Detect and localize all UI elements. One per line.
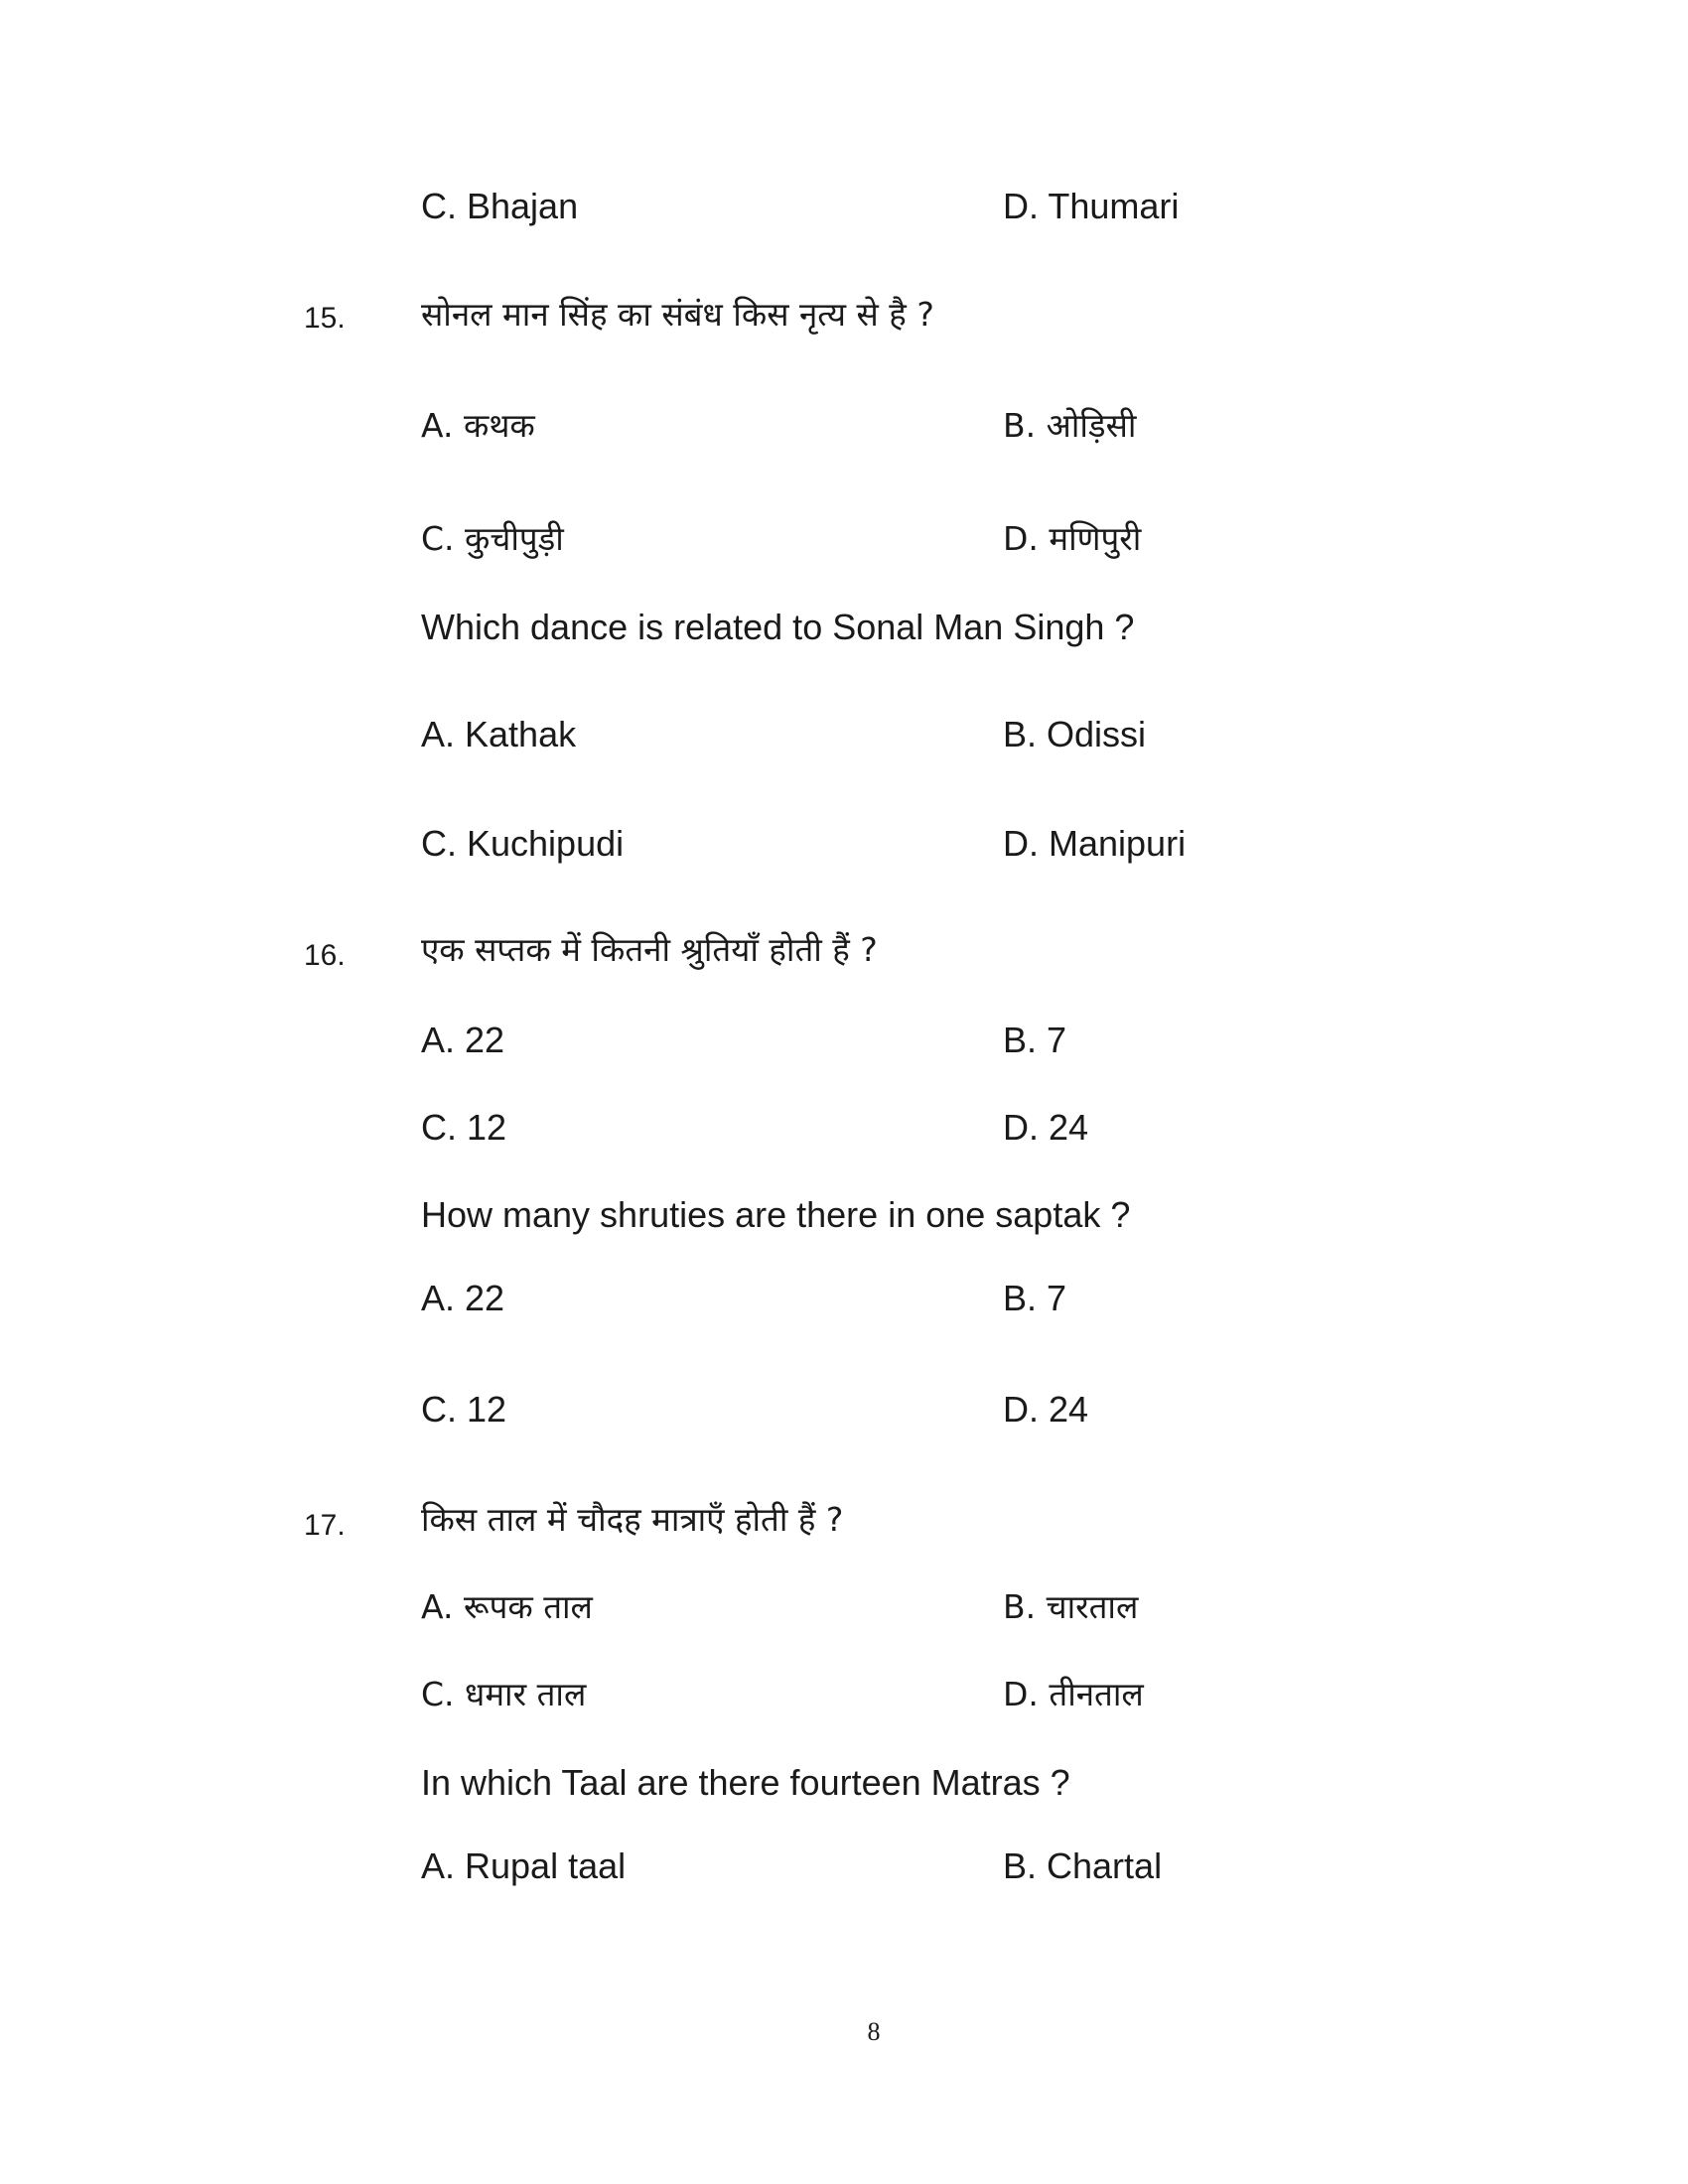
page-number: 8 (867, 2017, 881, 2046)
q16-hindi-question: एक सप्तक में कितनी श्रुतियाँ होती हैं ? (421, 930, 878, 969)
q16-hindi-option-c: C. 12 (421, 1107, 507, 1148)
q16-english-question: How many shruties are there in one saptak ? (421, 1194, 1131, 1235)
q14-option-c: C. Bhajan (421, 186, 579, 226)
q17-english-option-a: A. Rupal taal (421, 1845, 627, 1886)
q17-english-question: In which Taal are there fourteen Matras ? (421, 1762, 1070, 1803)
q15-english-option-b: B. Odissi (1003, 714, 1147, 754)
q15-hindi-option-d: D. मणिपुरी (1003, 519, 1142, 558)
q17-english-option-b: B. Chartal (1003, 1845, 1163, 1886)
q15-english-option-d: D. Manipuri (1003, 823, 1187, 864)
q17-hindi-option-b: B. चारताल (1003, 1587, 1139, 1626)
q15-english-option-c: C. Kuchipudi (421, 823, 625, 864)
q15-number: 15. (304, 302, 346, 335)
q17-hindi-option-a: A. रूपक ताल (421, 1587, 593, 1626)
q17-hindi-question: किस ताल में चौदह मात्राएँ होती हैं ? (421, 1500, 844, 1539)
q17-hindi-option-c: C. धमार ताल (421, 1675, 587, 1713)
q15-hindi-option-a: A. कथक (421, 406, 535, 445)
q17-number: 17. (304, 1509, 346, 1542)
q15-english-question: Which dance is related to Sonal Man Singh ? (421, 607, 1135, 647)
q16-hindi-option-a: A. 22 (421, 1020, 505, 1060)
q15-english-option-a: A. Kathak (421, 714, 577, 754)
q17-hindi-option-d: D. तीनताल (1003, 1675, 1144, 1713)
q16-hindi-option-b: B. 7 (1003, 1020, 1067, 1060)
q15-hindi-option-b: B. ओड़िसी (1003, 406, 1137, 445)
q16-english-option-b: B. 7 (1003, 1278, 1067, 1318)
q16-english-option-a: A. 22 (421, 1278, 505, 1318)
q14-option-d: D. Thumari (1003, 186, 1180, 226)
q16-hindi-option-d: D. 24 (1003, 1107, 1089, 1148)
q16-english-option-c: C. 12 (421, 1389, 507, 1430)
q16-number: 16. (304, 939, 346, 972)
q15-hindi-option-c: C. कुचीपुड़ी (421, 519, 564, 558)
q15-hindi-question: सोनल मान सिंह का संबंध किस नृत्य से है ? (421, 295, 934, 334)
q16-english-option-d: D. 24 (1003, 1389, 1089, 1430)
